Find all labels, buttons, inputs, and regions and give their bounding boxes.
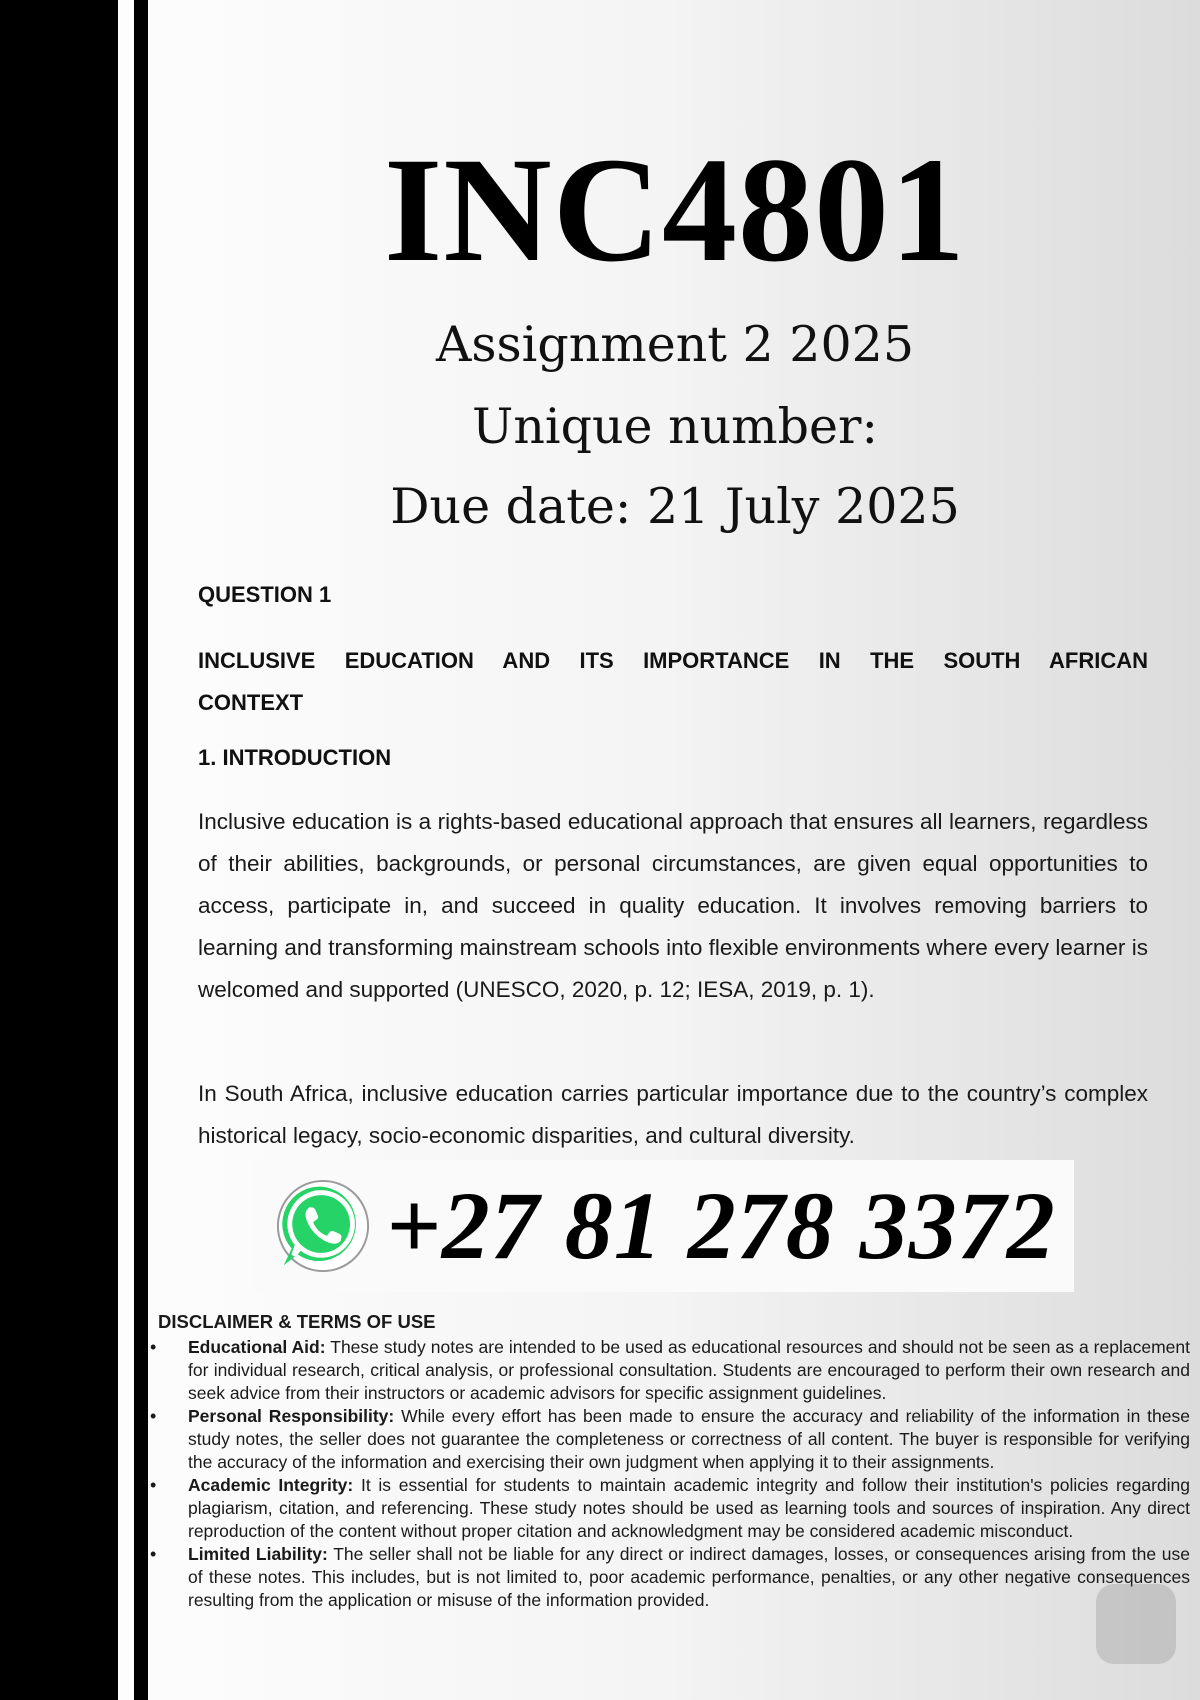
course-code-title: INC4801	[383, 127, 967, 293]
term-label: Academic Integrity:	[188, 1475, 354, 1495]
term-label: Limited Liability:	[188, 1544, 328, 1564]
bullet-icon: •	[150, 1337, 157, 1357]
term-label: Personal Responsibility:	[188, 1406, 395, 1426]
phone-number: +27 81 278 3372	[386, 1172, 1056, 1279]
disclaimer-item-limited-liability	[150, 1543, 1190, 1612]
disclaimer-item-personal-responsibility	[150, 1405, 1190, 1474]
section-heading: 1. INTRODUCTION	[198, 745, 392, 770]
left-black-stripe	[134, 0, 148, 1700]
intro-paragraph-1: Inclusive education is a rights-based educational approach that ensures all learners, regardless of their abilities, backgrounds, or personal circumstances, are given equal opportunities to access, participate in, and succeed in quality education. It involves removing barriers to learning and transforming mainstream schools into flexible environments where every learner is welcomed and supported (UNESCO, 2020, p. 12; IESA, 2019, p. 1).	[198, 809, 1148, 1002]
bullet-icon: •	[150, 1544, 157, 1564]
bullet-icon: •	[150, 1475, 157, 1495]
question-title: INCLUSIVE EDUCATION AND ITS IMPORTANCE IN THE SOUTH AFRICAN CONTEXT	[198, 648, 1148, 715]
term-text: The seller shall not be liable for any direct or indirect damages, losses, or consequences arising from the use of these notes. This includes, but is not limited to, poor academic performance, penalties, or any other negative consequences resulting from the application or misuse of the information provided.	[188, 1544, 1190, 1610]
due-date-subtitle: Due date: 21 July 2025	[390, 478, 960, 535]
unique-number-subtitle: Unique number:	[472, 398, 878, 455]
disclaimer-list	[150, 1336, 1190, 1612]
bullet-icon: •	[150, 1406, 157, 1426]
term-text: It is essential for students to maintain academic integrity and follow their institution's policies regarding plagiarism, citation, and referencing. These study notes should be used as learning tools and sources of inspiration. Any direct reproduction of the content without proper citation and acknowledgment may be considered academic misconduct.	[188, 1475, 1190, 1541]
corner-overlay-badge	[1096, 1584, 1176, 1664]
disclaimer-section	[150, 1310, 1190, 1612]
disclaimer-title: DISCLAIMER & TERMS OF USE	[158, 1311, 436, 1332]
intro-paragraph-2: In South Africa, inclusive education carries particular importance due to the country’s complex historical legacy, socio-economic disparities, and cultural diversity.	[198, 1081, 1148, 1148]
term-label: Educational Aid:	[188, 1337, 326, 1357]
term-text: While every effort has been made to ensure the accuracy and reliability of the information in these study notes, the seller does not guarantee the completeness or correctness of all content. The buyer is responsible for verifying the accuracy of the information and exercising their own judgment when applying it to their assignments.	[188, 1406, 1190, 1472]
disclaimer-item-educational-aid	[150, 1336, 1190, 1405]
whatsapp-icon	[274, 1177, 372, 1275]
question-label: QUESTION 1	[198, 582, 332, 607]
disclaimer-item-academic-integrity	[150, 1474, 1190, 1543]
left-black-band	[0, 0, 118, 1700]
assignment-subtitle: Assignment 2 2025	[435, 316, 914, 373]
contact-banner	[254, 1160, 1074, 1292]
term-text: These study notes are intended to be used as educational resources and should not be seen as a replacement for individual research, critical analysis, or professional consultation. Students are encouraged to perform their own research and seek advice from their instructors or academic advisors for specific assignment guidelines.	[188, 1337, 1190, 1403]
